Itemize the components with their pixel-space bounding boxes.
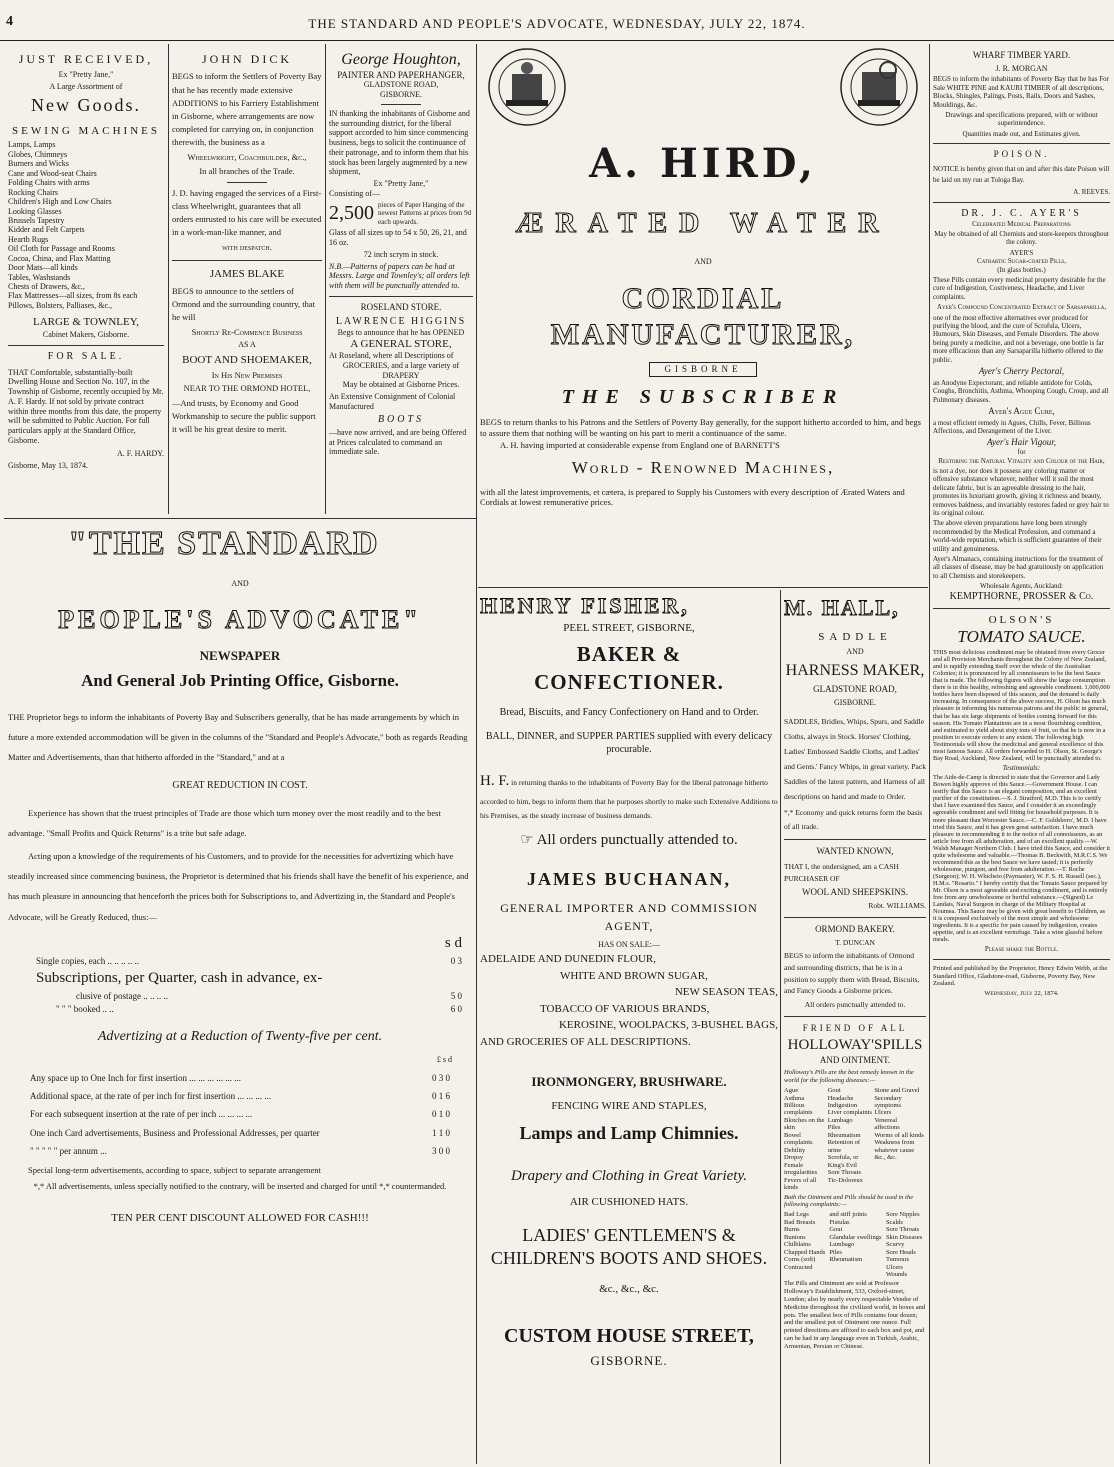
- price-row: [36, 1003, 472, 1016]
- rates-table: [8, 1068, 472, 1162]
- buchanan-iron: IRONMONGERY, BRUSHWARE.: [531, 1074, 727, 1089]
- list-item: Door Mats—all kinds: [8, 263, 78, 273]
- hall-town: GISBORNE.: [833, 698, 876, 708]
- hall-body: SADDLES, Bridles, Whips, Spurs, and Saddle Cloths, always in Stock. Horses' Clothing, Ladies' Embossed Saddle Cloths, and Ladies' and Gents.' Fancy Whips, in great variety. Pack Saddles of the latest pattern, and Harness of all descriptions on hand and made to Order.: [784, 716, 926, 801]
- ayer-cherry: Ayer's Cherry Pectoral,: [978, 365, 1065, 376]
- ad-sewing: SEWING MACHINES: [12, 125, 160, 138]
- buchanan-boots: LADIES' GENTLEMEN'S & CHILDREN'S BOOTS AND SHOES.: [490, 1225, 768, 1269]
- complaint-item: Gout: [829, 1226, 843, 1234]
- buchanan-fencing: FENCING WIRE AND STAPLES,: [551, 1099, 707, 1112]
- complaint-item: Chapped Hands: [784, 1248, 826, 1256]
- disease-item: Lumbago: [827, 1116, 853, 1124]
- rate-value: 0 3 0: [432, 1072, 450, 1083]
- rates-notify: *,* All advertisements, unless specially notified to the contrary, will be inserted and charged for until *,* countermanded.: [33, 1181, 447, 1192]
- standard-para-2: Experience has shown that the truest principles of Trade are those which turn money over the most readily and to the best advantage. "Small Profits and Quick Returns" is a trite but safe adage.: [8, 807, 441, 839]
- disease-item: &c., &c.: [874, 1154, 897, 1162]
- roseland-heading: ROSELAND STORE.: [360, 301, 442, 312]
- disease-item: Piles: [827, 1124, 841, 1132]
- complaint-item: Burns: [784, 1226, 800, 1234]
- roseland-at: At Roseland, where all Descriptions of: [329, 351, 454, 361]
- standard-and: AND: [231, 579, 249, 589]
- disease-item: Venereal affections: [874, 1116, 900, 1132]
- masthead-title: THE STANDARD AND PEOPLE'S ADVOCATE, WEDNESDAY, JULY 22, 1874.: [308, 16, 806, 31]
- buchanan-l4: TOBACCO OF VARIOUS BRANDS,: [540, 1002, 710, 1015]
- fisher-ball: BALL, DINNER, and SUPPER PARTIES supplied with every delicacy procurable.: [485, 730, 773, 756]
- disease-item: Weakness from whatever cause: [874, 1139, 915, 1154]
- complaint-item: Scurvy: [885, 1241, 905, 1249]
- standard-para-3: Acting upon a knowledge of the requirements of his Customers, and to provide for the necessities for advertizing which have steadily increased since commencing business, the Proprietor is determined that his friends shall have the benefit of his experience, and has much pleasure in announcing that henceforth the prices both for Subscriptions to, and Advertizing in, the Standard and People's Advocate, will be Greatly Reduced, thus:—: [8, 850, 469, 922]
- price-label: clusive of postage .. .. .. ..: [76, 990, 168, 1001]
- buchanan-name: JAMES BUCHANAN,: [526, 869, 731, 889]
- ad-henry-fisher: [480, 591, 778, 861]
- wanted-body: THAT I, the undersigned, am a CASH PURCHASER OF: [784, 862, 899, 883]
- ayer-kempthorne: KEMPTHORNE, PROSSER & Co.: [949, 590, 1094, 602]
- disease-item: Asthma: [784, 1094, 805, 1102]
- hird-name: A. HIRD,: [589, 140, 817, 187]
- disease-item: Rheumatism: [827, 1131, 861, 1139]
- price-row: [36, 955, 472, 968]
- list-item: Children's High and Low Chairs: [8, 197, 112, 207]
- disease-item: Sore Throats: [827, 1169, 861, 1177]
- buchanan-l5: KEROSINE, WOOLPACKS, 3-BUSHEL BAGS,: [558, 1019, 778, 1031]
- wharf-quantities: Quantities made out, and Estimates given.: [962, 129, 1081, 138]
- standard-discount: TEN PER CENT DISCOUNT ALLOWED FOR CASH!!!: [111, 1212, 369, 1225]
- fisher-hf-body: in returning thanks to the inhabitants of Poverty Bay for the liberal patronage hitherto accorded to him, begs to inform them that he purposes shortly to make such Extensive Additions to his Premises, as the steady increase of business demands.: [480, 777, 778, 821]
- ayer-pills-body: These Pills contain every medicinal property desirable for the cure of Indigestion, Costiveness, Headache, and Liver complaints.: [933, 276, 1106, 301]
- complaint-item: Fistulas: [829, 1218, 850, 1226]
- hird-gisborne-box: [480, 362, 926, 377]
- ayer-almanac: Ayer's Almanacs, containing instructions for the treatment of all classes of disease, may be had gratuitously on application to all Chemists and storekeepers.: [933, 554, 1104, 580]
- ad-heading: JOHN DICK: [202, 52, 292, 66]
- list-item: Flax Mattresses—all sizes, from 8s each: [8, 291, 138, 301]
- ayers: AYER'S: [1009, 248, 1034, 257]
- buchanan-l1: ADELAIDE AND DUNEDIN FLOUR,: [480, 953, 656, 965]
- tomato-sauce: TOMATO SAUCE.: [957, 626, 1086, 646]
- disease-item: Stone and Gravel: [874, 1087, 920, 1095]
- poison-signature: A. REEVES.: [1073, 188, 1110, 197]
- list-item: Kidder and Felt Carpets: [8, 225, 85, 235]
- ayer-hair-for: for: [1017, 448, 1026, 457]
- ad-james-buchanan: [480, 866, 778, 1460]
- imprint-date: Wednesday, July 22, 1874.: [984, 990, 1059, 998]
- rate-value: 1 1 0: [432, 1127, 450, 1138]
- list-item: Rocking Chairs: [8, 187, 58, 197]
- ad-trades: Wheelwright, Coachbuilder, &c.,: [187, 152, 307, 163]
- complaint-item: Skin Diseases: [885, 1233, 923, 1241]
- ayer-cherry-body: an Anodyne Expectorant, and reliable antidote for Colds, Coughs, Bronchitis, Asthma, Whooping Cough, Croup, and all Pulmonary diseases.: [933, 378, 1109, 404]
- hird-gisborne: GISBORNE: [649, 362, 756, 377]
- ayer-cathartic: Cathartic Sugar-coated Pills,: [977, 257, 1066, 266]
- rate-row: [30, 1125, 470, 1141]
- rate-row: [30, 1106, 470, 1122]
- complaint-item: Chilblains: [784, 1241, 811, 1249]
- bakery-heading: ORMOND BAKERY.: [815, 923, 895, 934]
- wanted-signature: Robt. WILLIAMS.: [868, 901, 926, 911]
- fisher-bread: Bread, Biscuits, and Fancy Confectionery on Hand and to Order.: [499, 707, 759, 719]
- disease-item: Ulcers: [874, 1109, 892, 1117]
- disease-item: Headache: [827, 1094, 854, 1102]
- complaint-column: [784, 1211, 829, 1278]
- blake-trade: BOOT AND SHOEMAKER,: [182, 353, 312, 366]
- complaint-item: Rheumatism: [829, 1256, 863, 1264]
- holloway-footer: The Pills and Ointment are sold at Professor Holloway's Establishment, 533, Oxford-street, London; also by nearly every respectable Vendor of Medicine throughout the civilized world, in boxes and pots. The smallest box of Pills contains four dozen; and the smallest pot of Ointment one ounce. Full printed directions are affixed to each box and pot, and can be had in any language even in Turkish, Arabic, Armenian, Persian or Chinese.: [784, 1280, 926, 1350]
- ad-assort: A Large Assortment of: [49, 82, 123, 92]
- disease-item: Female irregularities: [784, 1161, 818, 1177]
- complaint-item: Contracted: [784, 1263, 813, 1271]
- ad-address: GLADSTONE ROAD,: [363, 80, 439, 90]
- poison-body: NOTICE is hereby given that on and after this date Poison will be laid on my run at Tologa Bay.: [933, 164, 1110, 185]
- disease-item: Billious complaints: [784, 1102, 813, 1117]
- for-sale-date: Gisborne, May 13, 1874.: [8, 461, 88, 471]
- hall-and: AND: [846, 647, 864, 657]
- blake-near: NEAR TO THE ORMOND HOTEL,: [183, 382, 311, 393]
- hird-aerated: ÆRATED WATER: [515, 207, 891, 239]
- paper-count: 2,500: [329, 202, 374, 225]
- disease-item: Tic-Doloreux: [827, 1176, 863, 1184]
- goods-list: [8, 140, 164, 310]
- fisher-name: HENRY FISHER,: [480, 593, 690, 618]
- list-item: Hearth Rugs: [8, 234, 49, 244]
- roseland-store: A GENERAL STORE,: [350, 337, 452, 350]
- complaint-item: Bad Breasts: [784, 1218, 816, 1226]
- firm-name: LARGE & TOWNLEY,: [32, 316, 140, 329]
- standard-title: "THE STANDARD: [68, 525, 380, 562]
- holloway-name: HOLLOWAY'SPILLS: [787, 1036, 923, 1053]
- rate-label: For each subsequent insertion at the rate of per inch ... ... ... ...: [30, 1109, 253, 1120]
- blake-premises: In His New Premises: [211, 369, 283, 380]
- buchanan-l6: AND GROCERIES OF ALL DESCRIPTIONS.: [480, 1035, 691, 1048]
- wanted-heading: WANTED KNOWN,: [816, 846, 894, 857]
- disease-item: Indigestion: [827, 1102, 857, 1109]
- ayer-hair-restoring: Restoring the Natural Vitality and Colour of the Hair,: [938, 456, 1105, 465]
- bakery-body: BEGS to inform the inhabitants of Ormond and surrounding districts, that he is in a position to supply them with Bread, Biscuits, and Fancy Goods a Gisborne prices.: [784, 951, 920, 996]
- ayer-ague-body: a most efficient remedy in Agues, Chills, Fever, Billious Affections, and Derangement of the Liver.: [933, 418, 1091, 436]
- buchanan-hats: AIR CUSHIONED HATS.: [569, 1195, 689, 1208]
- hird-and: AND: [694, 256, 712, 266]
- complaint-item: Bunions: [784, 1233, 806, 1241]
- wharf-drawings: Drawings and specifications prepared, with or without superintendence.: [945, 110, 1098, 128]
- price-value: 6 0: [450, 1003, 462, 1014]
- ayer-compound-body: one of the most effective alternatives ever produced for purifying the blood, and the cure of Scrofula, Ulcers, Humours, Skin Diseases, and Female Disorders. The above being purely a medicine, and not a beverage, one bottle is far more efficacious than any Sarsaparilla hitherto offered to the public.: [933, 313, 1104, 364]
- ad-new-goods: New Goods.: [31, 95, 141, 116]
- blake-shortly: Shortly Re-Commence Business: [191, 327, 303, 338]
- list-item: Looking Glasses: [8, 206, 62, 216]
- rate-label: Any space up to One Inch for first insertion ... ... ... ... ... ...: [30, 1072, 241, 1083]
- holloway-complaints-table: [784, 1211, 926, 1278]
- buchanan-trade: GENERAL IMPORTER AND COMMISSION AGENT,: [500, 901, 758, 933]
- for-sale-body: THAT Comfortable, substantially-built Dwelling House and Section No. 107, in the Township of Gisborne, recently occupied by Mr. A. F. Hardy. If not sold by private contract within three months from this date, the property will be submitted to Public Auction. For full particulars apply at the Standard Office, Gisborne.: [8, 367, 164, 445]
- list-item: Lamps, Lamps: [8, 140, 56, 150]
- disease-item: Dropsy: [784, 1154, 804, 1162]
- buchanan-town: GISBORNE.: [590, 1353, 668, 1369]
- ad-heading: JUST RECEIVED,: [18, 52, 154, 66]
- blake-end: —And trusts, by Economy and Good Workmanship to secure the public support it will be his great desire to merit.: [172, 398, 316, 435]
- column-rule: [168, 44, 169, 514]
- ad-george-houghton: [329, 50, 473, 512]
- advert-heading: Advertizing at a Reduction of Twenty-five per cent.: [97, 1028, 383, 1044]
- ad-the-standard: [8, 525, 472, 1460]
- section-rule: [478, 587, 928, 588]
- list-item: Oil Cloth for Passage and Rooms: [8, 244, 115, 254]
- list-item: Brussels Tapestry: [8, 215, 65, 225]
- disease-item: Fevers of all kinds: [784, 1176, 817, 1192]
- complaint-item: Sore Heads: [885, 1248, 916, 1256]
- for-sale-signature: A. F. HARDY.: [117, 448, 164, 458]
- standard-title-2: PEOPLE'S ADVOCATE": [58, 604, 422, 634]
- complaint-item: Bad Legs: [784, 1211, 809, 1219]
- disease-item: Blotches on the skin: [784, 1116, 825, 1132]
- complaint-item: Lumbago: [829, 1241, 855, 1249]
- hird-cordial: CORDIAL MANUFACTURER,: [550, 281, 856, 352]
- wharf-heading: WHARF TIMBER YARD.: [972, 50, 1071, 60]
- complaint-item: Tumours: [885, 1256, 910, 1264]
- rates-special: Special long-term advertisements, according to space, subject to separate arrangement: [28, 1164, 321, 1175]
- price-label: Subscriptions, per Quarter, cash in advance, ex-: [36, 969, 323, 986]
- roseland-name: LAWRENCE HIGGINS: [335, 315, 467, 327]
- complaint-item: Glandular swellings: [829, 1233, 882, 1241]
- ad-dispatch: with despatch.: [222, 242, 272, 253]
- list-item: Pillows, Bolsters, Palliases, &c.,: [8, 300, 112, 310]
- disease-column: [784, 1087, 828, 1192]
- wharf-name: J. R. MORGAN: [995, 63, 1048, 73]
- column-rule: [929, 44, 930, 1464]
- ayer-above: The above eleven preparations have long been strongly recommended by the Medical Profession, and command a world-wide reputation, which is sufficient guarantee of their utility and genuineness.: [933, 519, 1102, 553]
- hall-address: GLADSTONE ROAD,: [813, 684, 897, 695]
- disease-item: Worms of all kinds: [874, 1131, 924, 1139]
- buchanan-l3: NEW SEASON TEAS,: [674, 986, 778, 998]
- wharf-body: BEGS to inform the inhabitants of Poverty Bay that he has For Sale WHITE PINE and KAURI TIMBER of all descriptions, Blocks, Shingles, Palings, Posts, Rails, Doors and Sashes, Mouldings, &c.: [933, 75, 1109, 109]
- buchanan-l2: WHITE AND BROWN SUGAR,: [560, 969, 708, 982]
- ayer-ague: Ayer's Ague Cure,: [988, 405, 1055, 416]
- for-sale-heading: FOR SALE.: [47, 350, 125, 362]
- price-row: [36, 990, 472, 1003]
- bakery-orders: All orders punctually attended to.: [804, 999, 906, 1009]
- fisher-orders: [480, 830, 778, 850]
- list-item: Cocoa, China, and Flax Matting: [8, 253, 111, 263]
- ayer-wholesale: Wholesale Agents, Auckland:: [979, 582, 1063, 591]
- rate-label: One inch Card advertisements, Business and Professional Addresses, per quarter: [30, 1127, 320, 1138]
- buchanan-drapery: Drapery and Clothing in Great Variety.: [510, 1168, 748, 1184]
- ad-body-2: J. D. having engaged the services of a First-class Wheelwright, guarantees that all orders entrusted to his care will be executed in a work-man-like manner, and: [172, 187, 322, 238]
- ad-trade: PAINTER AND PAPERHANGER,: [337, 69, 465, 80]
- fisher-trade: BAKER & CONFECTIONER.: [534, 641, 724, 694]
- price-value: 5 0: [450, 990, 462, 1001]
- wanted-wool: WOOL AND SHEEPSKINS.: [802, 887, 908, 898]
- poison-heading: POISON.: [993, 149, 1050, 160]
- list-item: Cane and Wood-seat Chairs: [8, 168, 97, 178]
- complaint-item: and stiff joints: [829, 1211, 867, 1219]
- rate-row: [30, 1070, 470, 1086]
- list-item: Chests of Drawers, &c.,: [8, 282, 85, 292]
- ad-consisting: Consisting of—: [329, 188, 380, 198]
- blake-body: BEGS to announce to the settlers of Ormond and the surrounding country, that he will: [172, 285, 315, 323]
- hird-body-3: with all the latest improvements, et cætera, is prepared to Supply his Customers with every description of Ærated Waters and Cordials at lowest remunerative prices.: [480, 487, 905, 508]
- rate-label: Additional space, at the rate of per inch for first insertion ... ... ... ...: [30, 1090, 272, 1101]
- complaint-item: Ulcers: [885, 1263, 903, 1271]
- ad-body: BEGS to inform the Settlers of Poverty Bay that he has recently made extensive ADDITIONS to his Farriery Establishment in Gisborne, where arrangements are now completed for carrying on, in conjunction therewith, the business as a: [172, 71, 322, 148]
- ayer-hair: Ayer's Hair Vigour,: [986, 437, 1056, 448]
- price-sd: s d: [444, 935, 462, 952]
- ayer-glass: (In glass bottles.): [997, 265, 1046, 274]
- rate-value: 3 0 0: [432, 1146, 450, 1157]
- column-rule: [325, 44, 326, 514]
- fisher-address: PEEL STREET, GISBORNE,: [563, 621, 695, 634]
- medal-emblem-right: [836, 44, 922, 130]
- hall-name: M. HALL,: [784, 595, 900, 620]
- fisher-orders-text: All orders punctually attended to.: [536, 831, 738, 848]
- shake-bottle: Please shake the Bottle.: [984, 945, 1059, 954]
- price-value: 0 3: [450, 955, 462, 966]
- hird-subscriber: THE SUBSCRIBER: [561, 385, 845, 408]
- fisher-hf-paragraph: [480, 767, 778, 824]
- disease-item: Gout: [827, 1087, 841, 1095]
- roseland-begs: Begs to announce that he has OPENED: [337, 327, 465, 337]
- blake-asa: AS A: [238, 340, 256, 350]
- buchanan-etc: &c., &c., &c.: [599, 1282, 659, 1295]
- rate-value: 0 1 6: [432, 1090, 450, 1101]
- fisher-hf: H. F.: [480, 772, 510, 789]
- disease-column: [874, 1087, 926, 1192]
- ayer-may: May be obtained of all Chemists and store-keepers throughout the colony.: [934, 230, 1109, 247]
- ad-john-dick: [172, 52, 322, 512]
- complaint-item: Sore Throats: [885, 1226, 920, 1234]
- bakery-name: T. DUNCAN: [835, 937, 875, 947]
- holloway-both: Both the Ointment and Pills should be used in the following complaints:—: [784, 1193, 914, 1209]
- rate-row: [30, 1143, 470, 1159]
- ayer-hair-body: is not a dye, nor does it possess any coloring matter or offensive substance whatever, neither will it soil the most delicate fabric, but is an agreeable dressing to the hair, promotes its luxuriant growth, giving it richness and beauty, removes baldness, and invariably restores faded or grey hair to its original colour.: [933, 467, 1109, 518]
- paper-note: pieces of Paper Hanging of the newest Patterns at prices from 9d each upwards.: [378, 200, 472, 226]
- disease-item: Secondary symptoms: [874, 1094, 902, 1109]
- middle-right-column: [784, 591, 926, 1461]
- hall-saddle: SADDLE: [818, 631, 892, 644]
- pointing-hand-icon: ☞: [520, 831, 537, 848]
- buchanan-sale: HAS ON SALE:—: [598, 940, 660, 949]
- tomato-body: THIS most delicious condiment may be obtained from every Grocer and all Provision Merchants throughout the Colony of New Zealand, and is rapidly extending itself over the whole of the Australian Colonies; it is pronounced by all connoisseurs to be the best Sauce that is made. The following figures will show the large consumption there is in this healthy, refreshing and agreeable condiment. 1,000,000 bottles have been disposed of this season, and the demand is daily increasing. In consequence of the above success, H. Olson has much pleasure in informing his numerous patrons and the public in general, that he has six large shipments of bottles coming forward for this season. His Tomato Plantations are in a most flourishing condition, and estimated to yield about sixty tons of fruit, so that he is now in a position to execute orders to any extent. The following high Testimonials will show the medicinal and general excellence of this most famous Sauce. All orders forwarded to H. Olson, St. George's Bay Road, Auckland, New Zealand, will be punctually attended to.: [933, 649, 1110, 762]
- list-item: Folding Chairs with arms: [8, 178, 90, 188]
- ayer-celebrated: Celebrated Medical Preparations: [972, 219, 1071, 228]
- disease-item: Liver complaints: [827, 1109, 872, 1117]
- ad-town: GISBORNE.: [379, 90, 422, 100]
- rate-value: 0 1 0: [432, 1109, 450, 1120]
- ad-branches: In all branches of the Trade.: [199, 165, 295, 176]
- standard-para-1: THE Proprietor begs to inform the inhabitants of Poverty Bay and Subscribers generally, that he has made arrangements by which in future a more extended accommodation will be given in the columns of the "Standard and People's Advocate," both as regards Reading Matter and Advertisements, than that hitherto afforded in the "Standard," and at a: [8, 711, 468, 763]
- page-header: [0, 0, 1114, 41]
- disease-item: Ague: [784, 1087, 799, 1095]
- testimonials-heading: Testimonials:: [1002, 763, 1041, 772]
- hird-body-2: A. H. having imported at considerable expense from England one of BARNETT'S: [500, 439, 780, 450]
- right-column: [933, 50, 1110, 1462]
- rates-lsd: £ s d: [436, 1055, 452, 1065]
- complaint-column: [886, 1211, 926, 1278]
- price-label: " " " booked .. ..: [56, 1003, 114, 1014]
- ad-scrym: 72 inch scrym in stock.: [363, 249, 439, 259]
- roseland-boots: BOOTS: [377, 413, 425, 425]
- rate-label: " " " " " per annum ...: [30, 1146, 107, 1157]
- roseland-groceries: GROCERIES, and a large variety of DRAPERY: [342, 360, 460, 380]
- list-item: Globes, Chimneys: [8, 149, 68, 159]
- price-table: [8, 933, 472, 1016]
- complaint-item: Wounds: [885, 1270, 908, 1278]
- testimonials-body: The Aide-de-Camp is directed to state that the Governor and Lady Bowen highly approve of this Sauce.—Government House. I can testify that this Sauce is an elegant composition, and an excellent purifier of the constitution.—S. J. Stratford, M.D. This is to certify that I have examined this Sauce, and I consider it an exceedingly agreeable condiment and well fitting for household purposes. It is more pleasant than Worcester Sauce.—C. F. Goldsboro', M.D. I have tried this Sauce, and it has given great satisfaction. I have much pleasure in recommending it to the notice of all connoisseurs, as an article free from all adulteration, and of an excellent quality.—W. Walsh Manager Northern Club. I have tried this Sauce, and consider it quite wholesome and valuable.—Thomas B. Beckwith, M.R.C.S. We recommend this as the best Sauce we have tasted; it is perfectly wholesome, pungent, and free from adulteration.—T. Roche (Surgeon); W. H. Whicheio (Paymaster), W. F. S. H. Russell (sec.), H.M.s. "Rosario." I hereby certify that the Tomato Sauce prepared by Mr. Olson is a most agreeable and exciting condiment, and is entirely free from any unwholesome or hurtful substance.—(Signed) Le Landais, Naval Surgeon in charge of the Military Hospital at Noumea. This Sauce may be given with great benefit to Children, as it is composed exclusively of the most simple and wholesome ingredients. It is a specific for pain caused by indigestion, creates appetite, and is an excellent vermifuge. Take a wine glassful before meals.: [933, 774, 1110, 944]
- medal-emblem-left: [484, 44, 570, 130]
- ad-just-received: [8, 52, 164, 512]
- ayer-compound: Ayer's Compound Concentrated Extract of Sarsaparilla,: [936, 303, 1107, 312]
- complaint-item: Piles: [829, 1248, 842, 1256]
- disease-item: Scrofula, or King's Evil: [827, 1154, 859, 1169]
- hird-body: BEGS to return thanks to his Patrons and the Settlers of Poverty Bay generally, for the support hitherto accorded to him, and begs to assure them that nothing will be wanting on his part to merit a continuance of the same.: [480, 417, 921, 438]
- list-item: Burners and Wicks: [8, 159, 69, 169]
- complaint-item: Scalds: [885, 1218, 903, 1226]
- hall-harness: HARNESS MAKER,: [785, 661, 925, 679]
- buchanan-street: CUSTOM HOUSE STREET,: [504, 1325, 754, 1348]
- disease-item: Debility: [784, 1146, 806, 1154]
- ad-heading: George Houghton,: [341, 51, 461, 68]
- column-rule: [780, 590, 781, 1464]
- holloway-ointment: AND OINTMENT.: [819, 1054, 891, 1065]
- standard-reduction: GREAT REDUCTION IN COST.: [172, 779, 308, 791]
- standard-newspaper: NEWSPAPER: [199, 648, 281, 664]
- firm-sub: Cabinet Makers, Gisborne.: [42, 329, 130, 339]
- disease-column: [828, 1087, 875, 1192]
- ayer-heading: DR. J. C. AYER'S: [961, 207, 1082, 219]
- ad-glass: Glass of all sizes up to 54 x 50, 26, 21, and 16 oz.: [329, 228, 467, 248]
- disease-item: Retention of urine: [827, 1139, 861, 1154]
- complaint-item: Corns (soft): [784, 1256, 816, 1264]
- holloway-friend: FRIEND OF ALL: [802, 1022, 908, 1033]
- page-number: 4: [6, 14, 13, 29]
- section-rule: [4, 518, 476, 519]
- paper-count-row: [329, 201, 473, 227]
- hall-economy: *,* Economy and quick returns form the basis of all trade.: [784, 807, 923, 831]
- ad-ex-ship: Ex "Pretty Jane,": [58, 69, 114, 79]
- roseland-may: May be obtained at Gisborne Prices.: [342, 380, 460, 390]
- ad-ex-ship: Ex "Pretty Jane,": [373, 179, 429, 189]
- holloway-diseases-table: [784, 1087, 926, 1192]
- roseland-end: —have now arrived, and are being Offered at Prices calculated to command an immediate sale.: [329, 427, 467, 457]
- standard-office: And General Job Printing Office, Gisborne.: [81, 670, 399, 690]
- blake-heading: JAMES BLAKE: [209, 267, 285, 280]
- roseland-ext: An Extensive Consignment of Colonial Manufactured: [329, 392, 456, 411]
- disease-item: Bowel complaints: [784, 1131, 813, 1147]
- column-rule: [476, 44, 477, 1464]
- ad-body: IN thanking the inhabitants of Gisborne and the surrounding district, for the liberal support accorded to him since commencing business, begs to solicit the continuance of their patronage, and to inform them that his stock has been largely augmented by a new shipment,: [329, 108, 470, 177]
- imprint: Printed and published by the Proprietor, Henry Edwin Webb, at the Standard Office, Gladstone-road, Gisborne, Poverty Bay, New Zealand.: [933, 964, 1108, 988]
- list-item: Tables, Washstands: [8, 272, 71, 282]
- ad-hird: [480, 44, 926, 584]
- price-label: Single copies, each .. .. .. .. ..: [36, 955, 139, 966]
- rate-row: [30, 1088, 470, 1104]
- olson-heading: OLSON'S: [988, 613, 1055, 626]
- ad-nb: N.B.—Patterns of papers can be had at Messrs. Large and Townley's; all orders left with them will be punctually attended to.: [329, 261, 470, 291]
- holloway-intro: Holloway's Pills are the best remedy known in the world for the following diseases:—: [784, 1069, 914, 1085]
- complaint-item: Sore Nipples: [885, 1211, 920, 1219]
- hird-world: World - Renowned Machines,: [571, 458, 835, 478]
- complaint-column: [829, 1211, 886, 1278]
- buchanan-lamps: Lamps and Lamp Chimnies.: [519, 1123, 739, 1143]
